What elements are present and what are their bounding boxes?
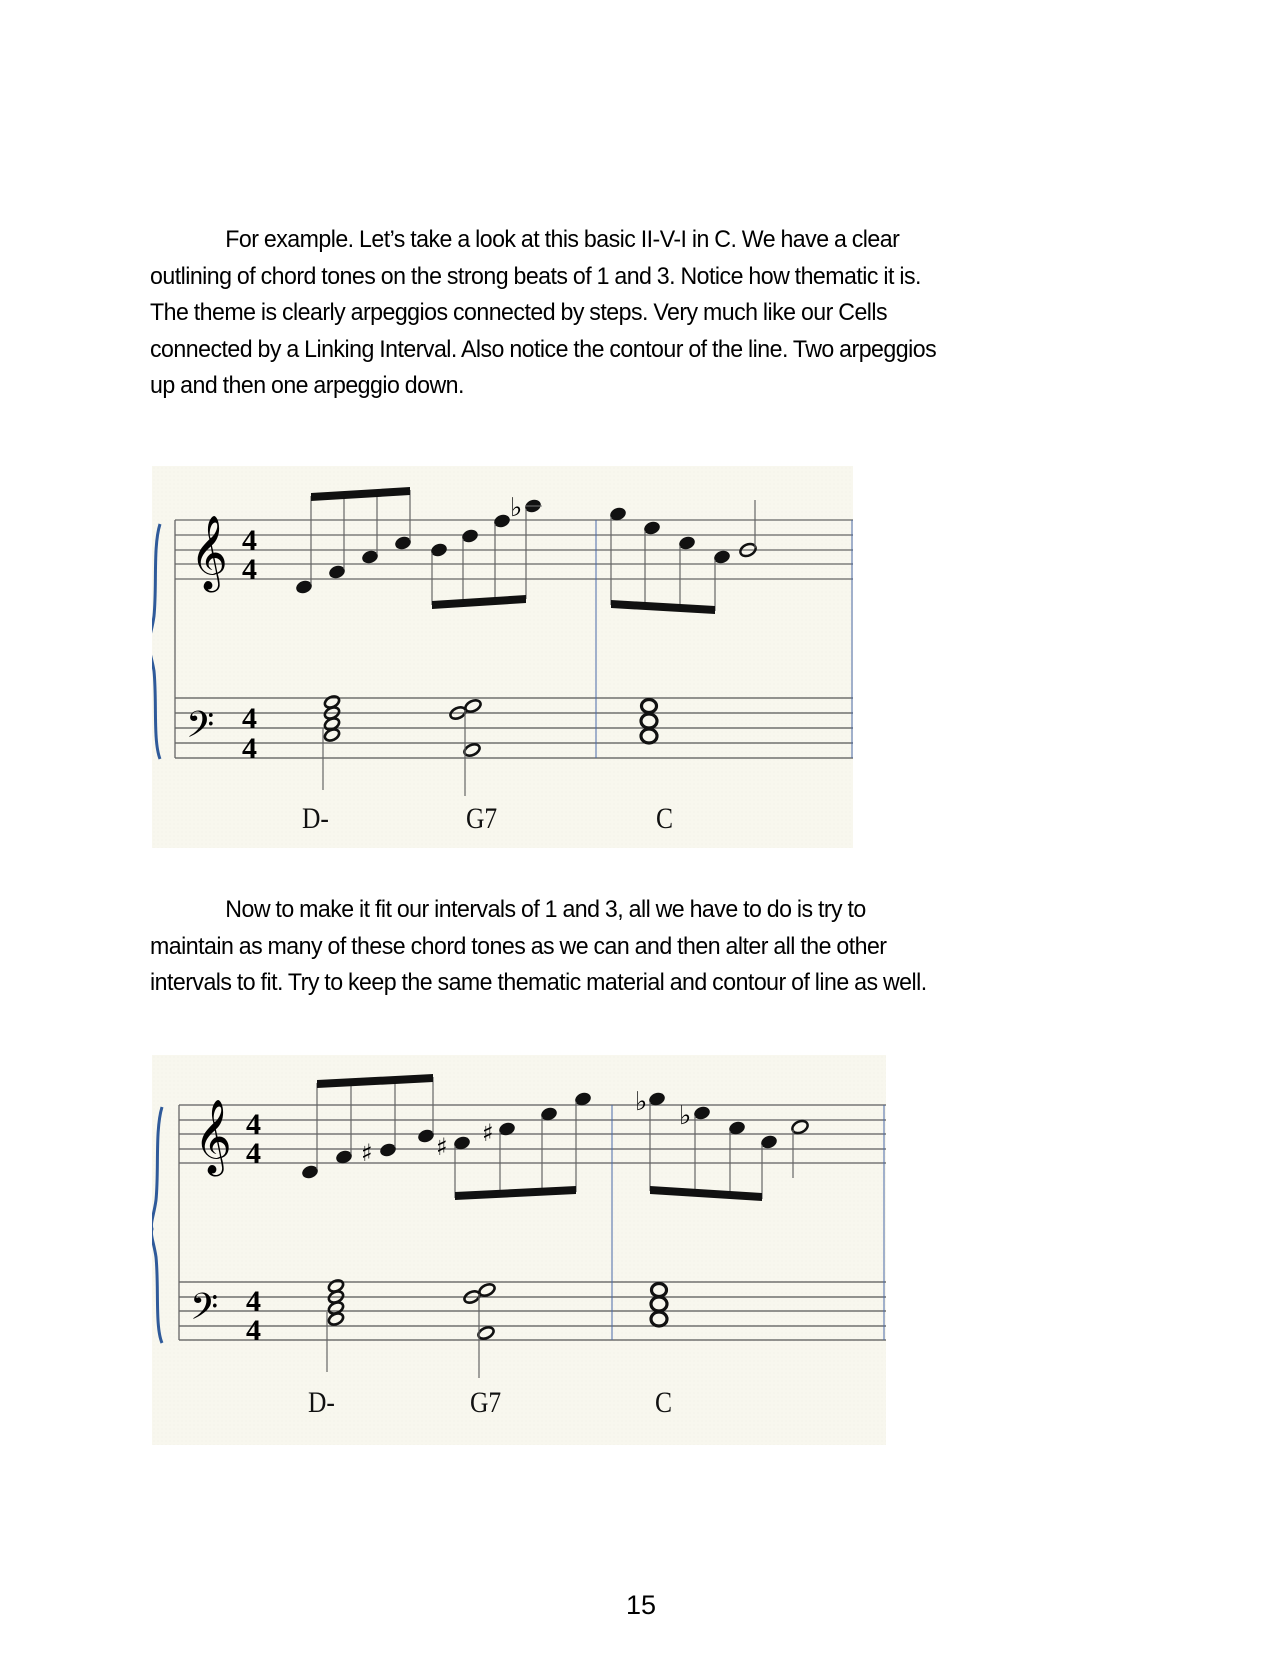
time-signature: 4 (242, 732, 257, 765)
sharp-icon: ♯ (436, 1133, 448, 1161)
bass-chord-c (641, 700, 657, 744)
text-line: intervals to fit. Try to keep the same thematic material and contour of line as well. (150, 969, 927, 997)
note-group (294, 535, 412, 596)
flat-icon: ♭ (679, 1101, 692, 1131)
chord-symbol: D- (302, 802, 329, 835)
time-signature: 4 (246, 1137, 261, 1170)
time-signature: 4 (242, 553, 257, 586)
bass-chord-dminor (327, 1278, 345, 1326)
treble-staff (175, 520, 853, 579)
beam (311, 487, 410, 501)
beam (650, 1186, 762, 1201)
bass-staff (179, 1282, 886, 1340)
bass-clef-icon: 𝄢 (190, 1286, 219, 1337)
beam (317, 1074, 433, 1088)
brace-icon (152, 524, 160, 759)
note-group (452, 1091, 592, 1152)
sharp-icon: ♯ (482, 1119, 494, 1147)
score-notation (152, 1055, 886, 1445)
treble-staff (179, 1105, 886, 1163)
text-line: maintain as many of these chord tones as we can and then alter all the other (150, 932, 887, 960)
text-line: up and then one arpeggio down. (150, 372, 464, 400)
chord-symbol: C (655, 1386, 673, 1419)
flat-icon: ♭ (510, 493, 523, 523)
music-score-original (152, 466, 853, 848)
brace-icon (152, 1107, 162, 1343)
chord-symbol: C (656, 802, 674, 835)
chord-symbol: G7 (466, 802, 498, 835)
time-signature: 4 (242, 524, 257, 557)
text-line: connected by a Linking Interval. Also notice the contour of the line. Two arpeggios (150, 335, 937, 363)
music-score-altered (152, 1055, 886, 1445)
chord-symbol: D- (308, 1386, 335, 1419)
text-line: Now to make it fit our intervals of 1 and 3, all we have to do is try to (225, 896, 866, 923)
text-line: The theme is clearly arpeggios connected by steps. Very much like our Cells (150, 299, 888, 327)
treble-clef-icon: 𝄞 (194, 1100, 232, 1174)
text-line: For example. Let’s take a look at this basic II-V-I in C. We have a clear (225, 226, 900, 253)
bass-clef-icon: 𝄢 (186, 704, 215, 755)
sharp-icon: ♯ (361, 1139, 373, 1167)
beam (611, 600, 715, 614)
time-signature: 4 (246, 1108, 261, 1141)
page-number: 15 (626, 1590, 657, 1620)
paragraph-explanation (150, 892, 1115, 1002)
time-signature: 4 (246, 1285, 261, 1318)
treble-clef-icon: 𝄞 (190, 516, 228, 590)
bass-chord-c (651, 1284, 667, 1327)
bass-staff (175, 698, 853, 758)
time-signature: 4 (246, 1314, 261, 1347)
text-line: outlining of chord tones on the strong beats of 1 and 3. Notice how thematic it is. (150, 262, 921, 290)
score-notation (152, 466, 853, 848)
chord-symbol: G7 (470, 1386, 502, 1419)
beam (432, 595, 526, 609)
paragraph-intro (150, 222, 1115, 405)
bass-chord-dminor (323, 694, 341, 742)
time-signature: 4 (242, 702, 257, 735)
flat-icon: ♭ (635, 1087, 648, 1117)
beam (455, 1186, 576, 1200)
